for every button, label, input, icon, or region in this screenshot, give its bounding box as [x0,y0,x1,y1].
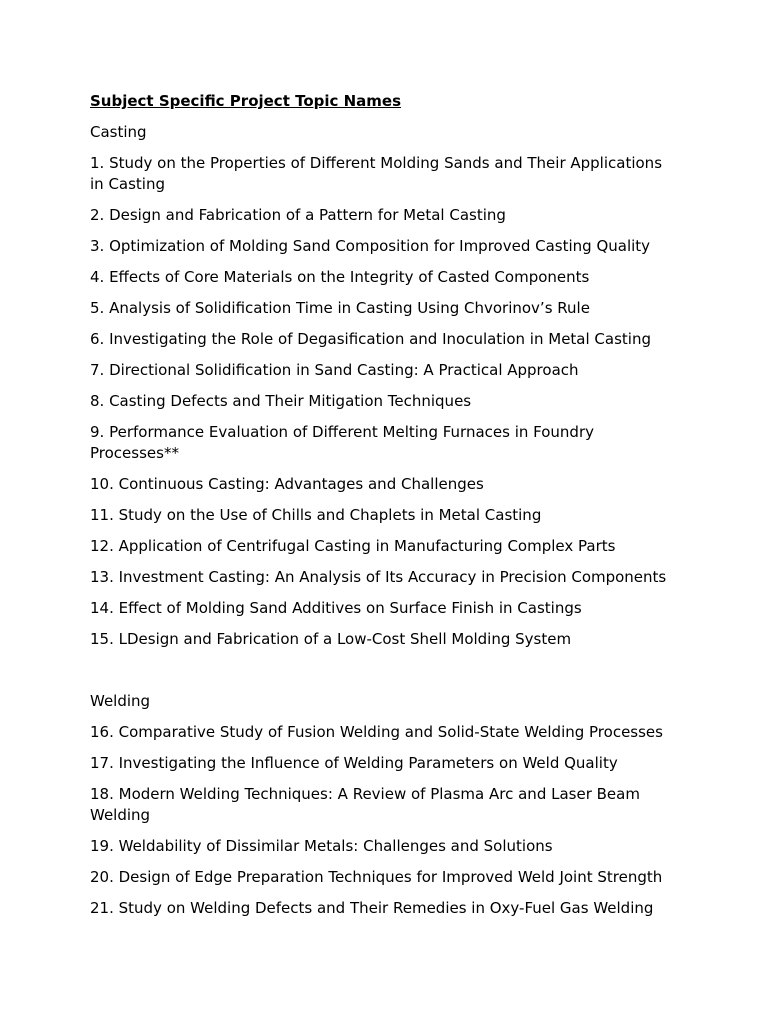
topic-item: 1. Study on the Properties of Different Molding Sands and Their Applications in Casting [90,154,663,193]
topic-item: 6. Investigating the Role of Degasification and Inoculation in Metal Casting [90,330,651,348]
topic-list-welding [90,722,678,919]
topic-item: 3. Optimization of Molding Sand Composition for Improved Casting Quality [90,237,651,255]
topic-item: 9. Performance Evaluation of Different Melting Furnaces in Foundry Processes** [90,423,594,462]
topic-item: 12. Application of Centrifugal Casting in Manufacturing Complex Parts [90,537,616,555]
topic-item: 17. Investigating the Influence of Welding Parameters on Weld Quality [90,754,618,772]
topic-item: 2. Design and Fabrication of a Pattern for Metal Casting [90,206,506,224]
section-heading-casting: Casting [90,123,147,141]
topic-list-casting [90,153,678,650]
section-welding [90,691,678,919]
section-casting [90,122,678,650]
document-title: Subject Specific Project Topic Names [90,92,402,110]
topic-item: 16. Comparative Study of Fusion Welding and Solid-State Welding Processes [90,723,663,741]
topic-item: 20. Design of Edge Preparation Techniques for Improved Weld Joint Strength [90,868,663,886]
topic-item: 8. Casting Defects and Their Mitigation Techniques [90,392,472,410]
topic-item: 7. Directional Solidification in Sand Casting: A Practical Approach [90,361,579,379]
topic-item: 19. Weldability of Dissimilar Metals: Challenges and Solutions [90,837,553,855]
topic-item: 10. Continuous Casting: Advantages and Challenges [90,475,484,493]
topic-item: 21. Study on Welding Defects and Their Remedies in Oxy-Fuel Gas Welding [90,899,654,917]
topic-item: 5. Analysis of Solidification Time in Casting Using Chvorinov’s Rule [90,299,590,317]
section-spacer [90,660,678,691]
topic-item: 4. Effects of Core Materials on the Integrity of Casted Components [90,268,590,286]
section-heading-welding: Welding [90,692,151,710]
topic-item: 18. Modern Welding Techniques: A Review of Plasma Arc and Laser Beam Welding [90,785,640,824]
topic-item: 11. Study on the Use of Chills and Chaplets in Metal Casting [90,506,542,524]
topic-item: 15. LDesign and Fabrication of a Low-Cost Shell Molding System [90,630,572,648]
topic-item: 13. Investment Casting: An Analysis of Its Accuracy in Precision Components [90,568,667,586]
topic-item: 14. Effect of Molding Sand Additives on Surface Finish in Castings [90,599,582,617]
